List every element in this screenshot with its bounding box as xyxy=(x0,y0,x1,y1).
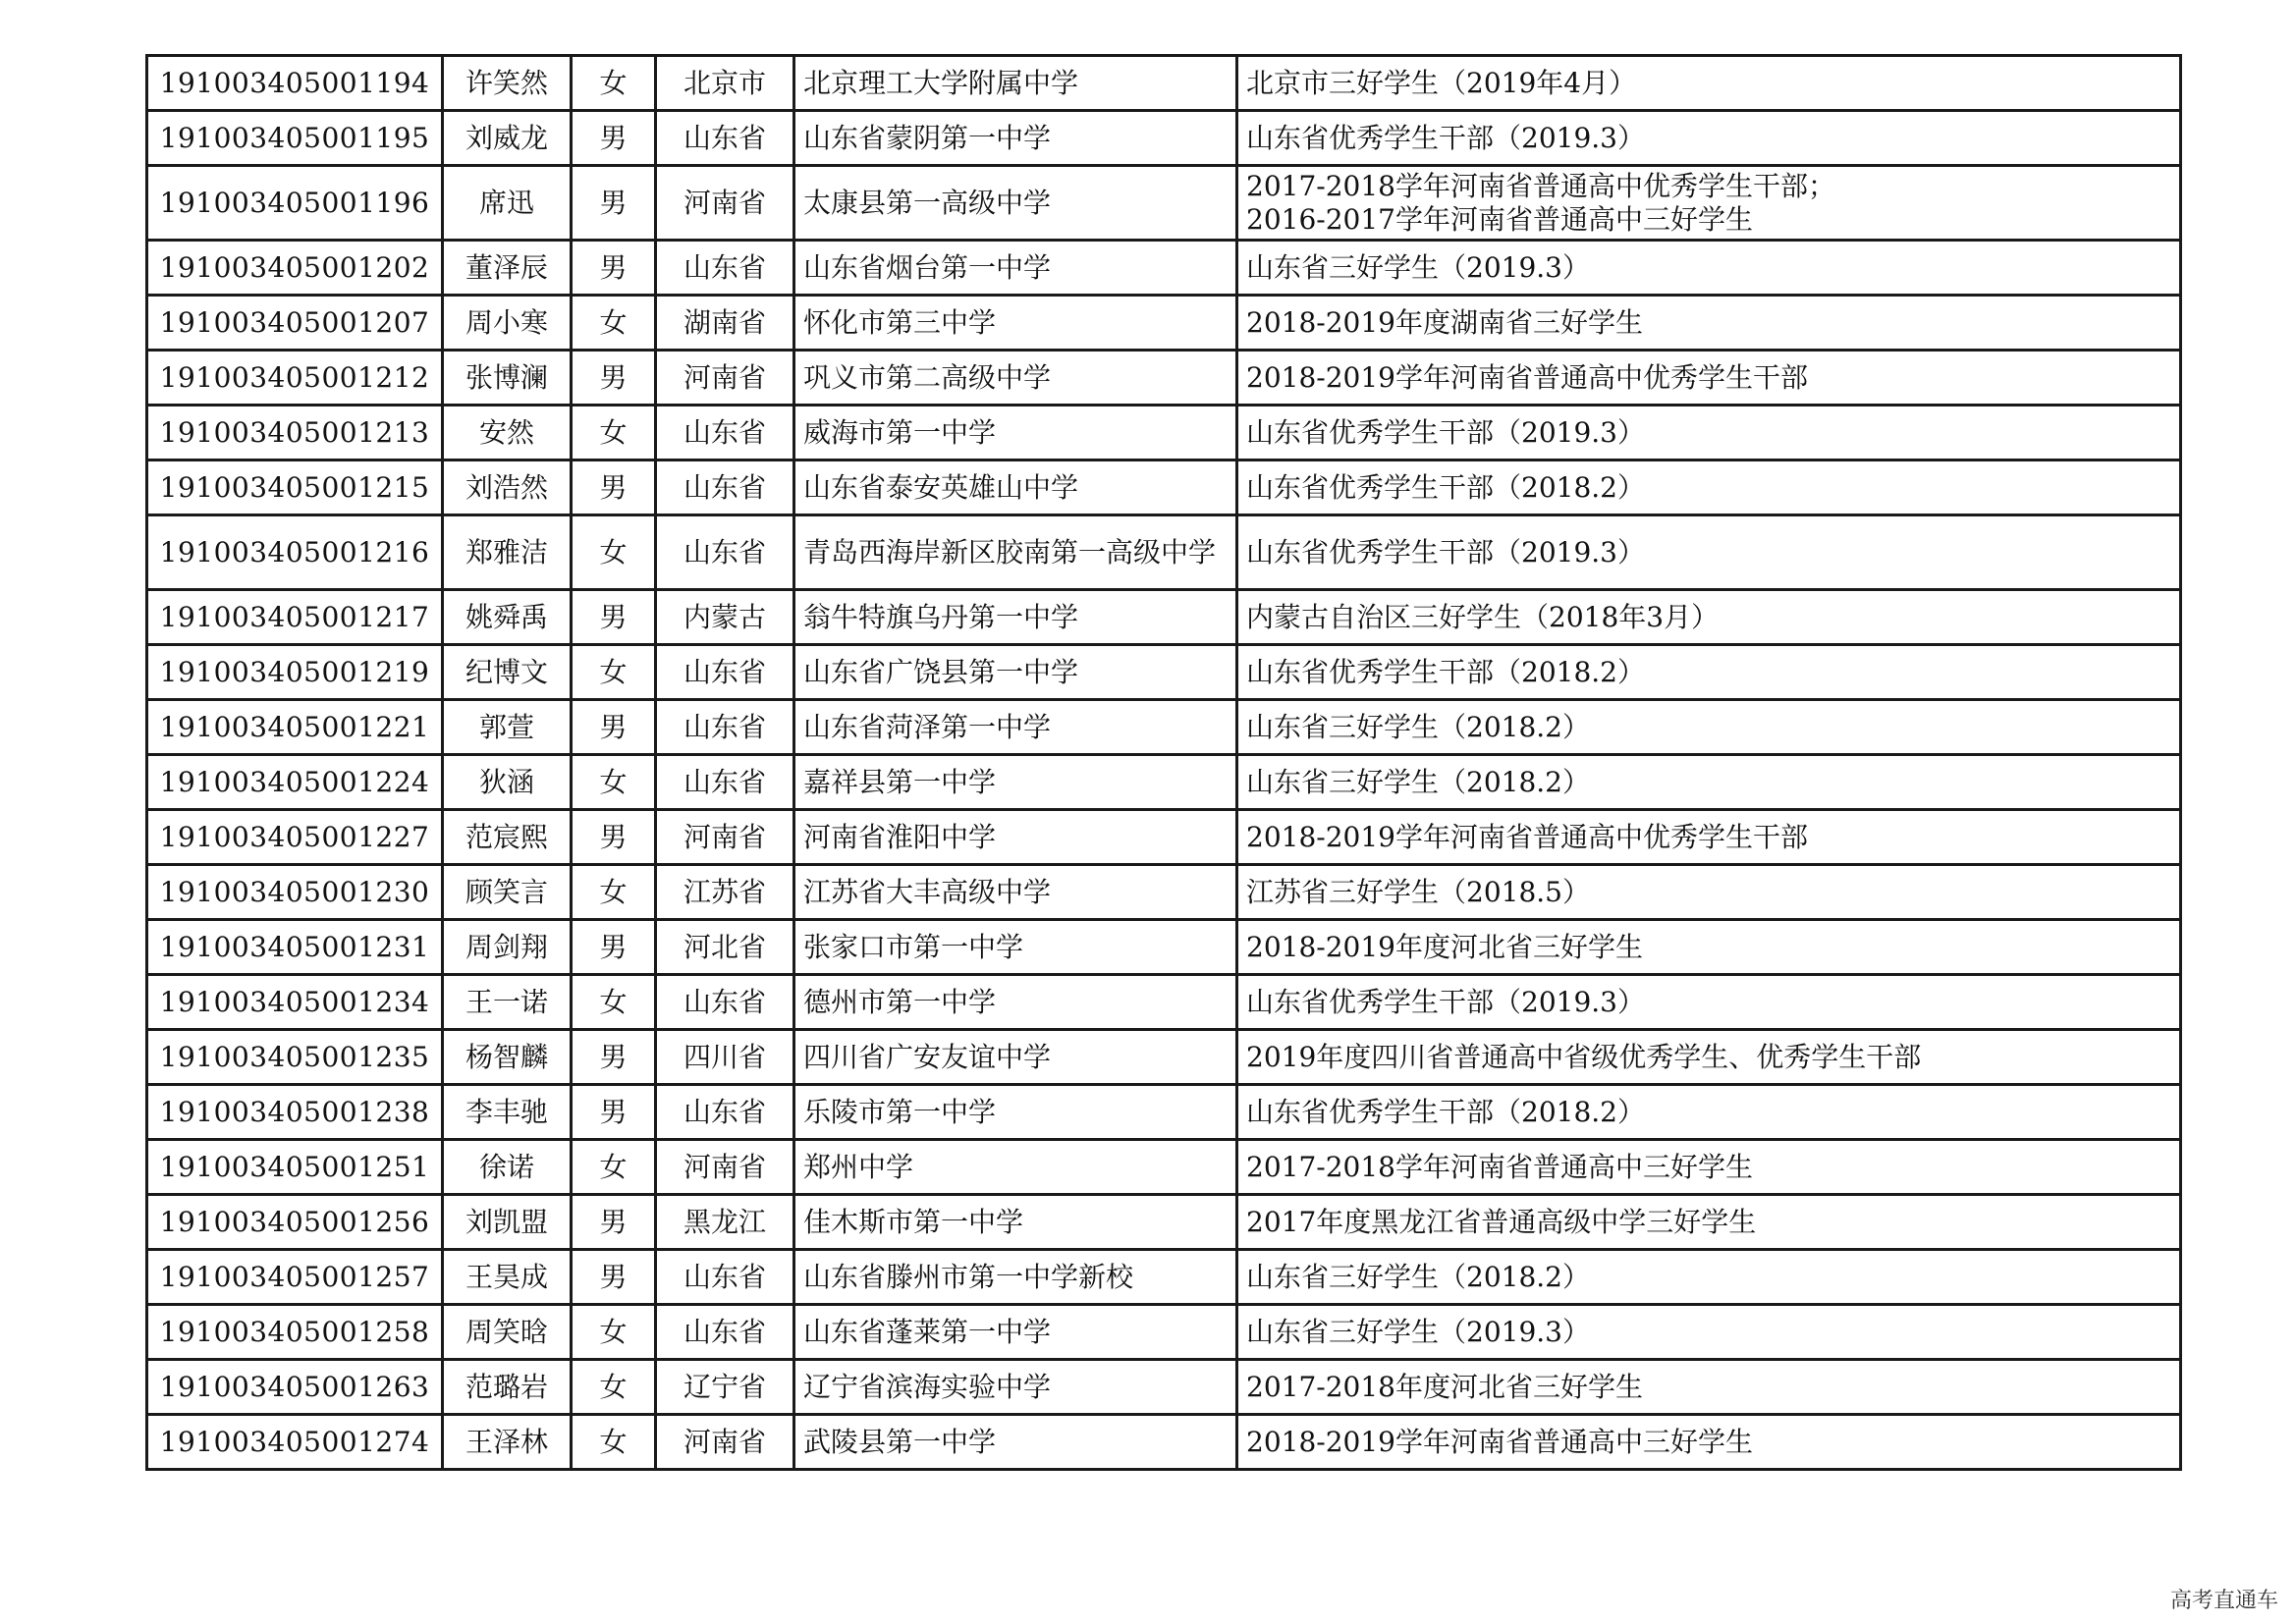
school-cell: 嘉祥县第一中学 xyxy=(794,755,1237,810)
table-row xyxy=(147,296,2181,351)
student-name-cell: 狄涵 xyxy=(443,755,572,810)
honor-cell: 山东省三好学生（2019.3） xyxy=(1237,241,2181,296)
gender-cell: 男 xyxy=(572,920,656,975)
province-cell: 山东省 xyxy=(656,460,794,515)
registration-id-cell: 191003405001230 xyxy=(147,865,443,920)
gender-cell: 女 xyxy=(572,296,656,351)
province-cell: 北京市 xyxy=(656,56,794,111)
registration-id-cell: 191003405001213 xyxy=(147,406,443,460)
province-cell: 山东省 xyxy=(656,111,794,166)
student-name-cell: 郭萱 xyxy=(443,700,572,755)
table-row xyxy=(147,975,2181,1030)
registration-id-cell: 191003405001196 xyxy=(147,166,443,241)
honor-cell: 山东省三好学生（2019.3） xyxy=(1237,1305,2181,1360)
table-row xyxy=(147,700,2181,755)
gender-cell: 男 xyxy=(572,810,656,865)
gender-cell: 男 xyxy=(572,1085,656,1140)
gender-cell: 男 xyxy=(572,1195,656,1250)
school-cell: 四川省广安友谊中学 xyxy=(794,1030,1237,1085)
registration-id-cell: 191003405001263 xyxy=(147,1360,443,1415)
table-row xyxy=(147,406,2181,460)
honor-cell: 内蒙古自治区三好学生（2018年3月） xyxy=(1237,590,2181,645)
table-row xyxy=(147,56,2181,111)
table-row xyxy=(147,920,2181,975)
table-row xyxy=(147,1085,2181,1140)
province-cell: 内蒙古 xyxy=(656,590,794,645)
table-row xyxy=(147,1250,2181,1305)
province-cell: 河北省 xyxy=(656,920,794,975)
registration-id-cell: 191003405001212 xyxy=(147,351,443,406)
province-cell: 山东省 xyxy=(656,700,794,755)
student-name-cell: 刘凯盟 xyxy=(443,1195,572,1250)
table-row xyxy=(147,166,2181,241)
school-cell: 辽宁省滨海实验中学 xyxy=(794,1360,1237,1415)
gender-cell: 女 xyxy=(572,406,656,460)
gender-cell: 男 xyxy=(572,111,656,166)
province-cell: 河南省 xyxy=(656,810,794,865)
table-row xyxy=(147,351,2181,406)
table-row xyxy=(147,755,2181,810)
honor-cell: 2017年度黑龙江省普通高级中学三好学生 xyxy=(1237,1195,2181,1250)
registration-id-cell: 191003405001224 xyxy=(147,755,443,810)
gender-cell: 男 xyxy=(572,166,656,241)
province-cell: 四川省 xyxy=(656,1030,794,1085)
province-cell: 山东省 xyxy=(656,645,794,700)
school-cell: 佳木斯市第一中学 xyxy=(794,1195,1237,1250)
student-name-cell: 郑雅洁 xyxy=(443,515,572,590)
honor-cell: 山东省优秀学生干部（2019.3） xyxy=(1237,515,2181,590)
registration-id-cell: 191003405001219 xyxy=(147,645,443,700)
honor-cell: 江苏省三好学生（2018.5） xyxy=(1237,865,2181,920)
honor-cell: 山东省优秀学生干部（2018.2） xyxy=(1237,460,2181,515)
province-cell: 河南省 xyxy=(656,166,794,241)
school-cell: 乐陵市第一中学 xyxy=(794,1085,1237,1140)
province-cell: 山东省 xyxy=(656,515,794,590)
honor-cell: 山东省优秀学生干部（2019.3） xyxy=(1237,406,2181,460)
table-row xyxy=(147,1305,2181,1360)
table-row xyxy=(147,1360,2181,1415)
province-cell: 黑龙江 xyxy=(656,1195,794,1250)
table-row xyxy=(147,590,2181,645)
province-cell: 山东省 xyxy=(656,755,794,810)
school-cell: 山东省滕州市第一中学新校 xyxy=(794,1250,1237,1305)
gender-cell: 女 xyxy=(572,975,656,1030)
student-name-cell: 张博澜 xyxy=(443,351,572,406)
school-cell: 威海市第一中学 xyxy=(794,406,1237,460)
school-cell: 河南省淮阳中学 xyxy=(794,810,1237,865)
table-row xyxy=(147,1195,2181,1250)
student-name-cell: 席迅 xyxy=(443,166,572,241)
gender-cell: 男 xyxy=(572,241,656,296)
school-cell: 山东省蒙阴第一中学 xyxy=(794,111,1237,166)
honor-cell: 山东省三好学生（2018.2） xyxy=(1237,700,2181,755)
table-row xyxy=(147,460,2181,515)
student-name-cell: 周剑翔 xyxy=(443,920,572,975)
student-name-cell: 周笑晗 xyxy=(443,1305,572,1360)
table-row xyxy=(147,1030,2181,1085)
honor-cell: 山东省三好学生（2018.2） xyxy=(1237,1250,2181,1305)
province-cell: 河南省 xyxy=(656,1415,794,1470)
table-body xyxy=(147,56,2181,1470)
gender-cell: 女 xyxy=(572,1140,656,1195)
registration-id-cell: 191003405001235 xyxy=(147,1030,443,1085)
student-name-cell: 顾笑言 xyxy=(443,865,572,920)
province-cell: 山东省 xyxy=(656,406,794,460)
student-honors-table xyxy=(145,54,2182,1471)
table-row xyxy=(147,1140,2181,1195)
honor-cell: 2017-2018学年河南省普通高中三好学生 xyxy=(1237,1140,2181,1195)
table-row xyxy=(147,865,2181,920)
student-name-cell: 范璐岩 xyxy=(443,1360,572,1415)
registration-id-cell: 191003405001257 xyxy=(147,1250,443,1305)
honor-cell: 2018-2019学年河南省普通高中优秀学生干部 xyxy=(1237,351,2181,406)
honor-cell: 北京市三好学生（2019年4月） xyxy=(1237,56,2181,111)
gender-cell: 女 xyxy=(572,1360,656,1415)
gender-cell: 男 xyxy=(572,351,656,406)
registration-id-cell: 191003405001215 xyxy=(147,460,443,515)
table-row xyxy=(147,1415,2181,1470)
honor-cell: 2018-2019学年河南省普通高中三好学生 xyxy=(1237,1415,2181,1470)
student-name-cell: 范宸熙 xyxy=(443,810,572,865)
registration-id-cell: 191003405001202 xyxy=(147,241,443,296)
registration-id-cell: 191003405001217 xyxy=(147,590,443,645)
registration-id-cell: 191003405001251 xyxy=(147,1140,443,1195)
school-cell: 北京理工大学附属中学 xyxy=(794,56,1237,111)
registration-id-cell: 191003405001195 xyxy=(147,111,443,166)
registration-id-cell: 191003405001256 xyxy=(147,1195,443,1250)
gender-cell: 女 xyxy=(572,1305,656,1360)
school-cell: 山东省广饶县第一中学 xyxy=(794,645,1237,700)
student-name-cell: 安然 xyxy=(443,406,572,460)
province-cell: 山东省 xyxy=(656,1305,794,1360)
province-cell: 辽宁省 xyxy=(656,1360,794,1415)
registration-id-cell: 191003405001238 xyxy=(147,1085,443,1140)
school-cell: 山东省菏泽第一中学 xyxy=(794,700,1237,755)
honor-cell: 2018-2019年度湖南省三好学生 xyxy=(1237,296,2181,351)
registration-id-cell: 191003405001194 xyxy=(147,56,443,111)
school-cell: 武陵县第一中学 xyxy=(794,1415,1237,1470)
registration-id-cell: 191003405001216 xyxy=(147,515,443,590)
school-cell: 巩义市第二高级中学 xyxy=(794,351,1237,406)
table-row xyxy=(147,645,2181,700)
school-cell: 翁牛特旗乌丹第一中学 xyxy=(794,590,1237,645)
student-name-cell: 李丰驰 xyxy=(443,1085,572,1140)
honor-cell: 2017-2018学年河南省普通高中优秀学生干部； 2016-2017学年河南省普通高中三好学生 xyxy=(1237,166,2181,241)
gender-cell: 男 xyxy=(572,460,656,515)
province-cell: 山东省 xyxy=(656,241,794,296)
school-cell: 山东省泰安英雄山中学 xyxy=(794,460,1237,515)
student-name-cell: 王一诺 xyxy=(443,975,572,1030)
registration-id-cell: 191003405001234 xyxy=(147,975,443,1030)
honor-cell: 2019年度四川省普通高中省级优秀学生、优秀学生干部 xyxy=(1237,1030,2181,1085)
school-cell: 太康县第一高级中学 xyxy=(794,166,1237,241)
honor-cell: 2017-2018年度河北省三好学生 xyxy=(1237,1360,2181,1415)
student-name-cell: 王昊成 xyxy=(443,1250,572,1305)
gender-cell: 男 xyxy=(572,1250,656,1305)
school-cell: 怀化市第三中学 xyxy=(794,296,1237,351)
honor-cell: 山东省优秀学生干部（2018.2） xyxy=(1237,645,2181,700)
gender-cell: 女 xyxy=(572,56,656,111)
student-name-cell: 周小寒 xyxy=(443,296,572,351)
gender-cell: 女 xyxy=(572,515,656,590)
province-cell: 江苏省 xyxy=(656,865,794,920)
registration-id-cell: 191003405001258 xyxy=(147,1305,443,1360)
table-row xyxy=(147,241,2181,296)
gender-cell: 男 xyxy=(572,590,656,645)
gender-cell: 女 xyxy=(572,645,656,700)
gender-cell: 女 xyxy=(572,755,656,810)
honor-cell: 山东省三好学生（2018.2） xyxy=(1237,755,2181,810)
school-cell: 德州市第一中学 xyxy=(794,975,1237,1030)
province-cell: 山东省 xyxy=(656,1085,794,1140)
honor-cell: 2018-2019学年河南省普通高中优秀学生干部 xyxy=(1237,810,2181,865)
province-cell: 山东省 xyxy=(656,1250,794,1305)
registration-id-cell: 191003405001231 xyxy=(147,920,443,975)
province-cell: 河南省 xyxy=(656,1140,794,1195)
school-cell: 江苏省大丰高级中学 xyxy=(794,865,1237,920)
gender-cell: 男 xyxy=(572,700,656,755)
registration-id-cell: 191003405001227 xyxy=(147,810,443,865)
table-row xyxy=(147,515,2181,590)
student-name-cell: 董泽辰 xyxy=(443,241,572,296)
school-cell: 山东省蓬莱第一中学 xyxy=(794,1305,1237,1360)
school-cell: 张家口市第一中学 xyxy=(794,920,1237,975)
student-name-cell: 杨智麟 xyxy=(443,1030,572,1085)
gender-cell: 男 xyxy=(572,1030,656,1085)
gender-cell: 女 xyxy=(572,865,656,920)
student-name-cell: 徐诺 xyxy=(443,1140,572,1195)
province-cell: 河南省 xyxy=(656,351,794,406)
school-cell: 郑州中学 xyxy=(794,1140,1237,1195)
gender-cell: 女 xyxy=(572,1415,656,1470)
table-row xyxy=(147,111,2181,166)
province-cell: 山东省 xyxy=(656,975,794,1030)
registration-id-cell: 191003405001221 xyxy=(147,700,443,755)
table-row xyxy=(147,810,2181,865)
registration-id-cell: 191003405001207 xyxy=(147,296,443,351)
honor-cell: 2018-2019年度河北省三好学生 xyxy=(1237,920,2181,975)
student-name-cell: 刘浩然 xyxy=(443,460,572,515)
honor-cell: 山东省优秀学生干部（2019.3） xyxy=(1237,975,2181,1030)
honor-cell: 山东省优秀学生干部（2018.2） xyxy=(1237,1085,2181,1140)
registration-id-cell: 191003405001274 xyxy=(147,1415,443,1470)
province-cell: 湖南省 xyxy=(656,296,794,351)
honor-cell: 山东省优秀学生干部（2019.3） xyxy=(1237,111,2181,166)
watermark: 高考直通车 xyxy=(2169,1589,2278,1613)
student-name-cell: 刘威龙 xyxy=(443,111,572,166)
school-cell: 青岛西海岸新区胶南第一高级中学 xyxy=(794,515,1237,590)
student-name-cell: 姚舜禹 xyxy=(443,590,572,645)
student-name-cell: 许笑然 xyxy=(443,56,572,111)
student-name-cell: 纪博文 xyxy=(443,645,572,700)
school-cell: 山东省烟台第一中学 xyxy=(794,241,1237,296)
student-name-cell: 王泽林 xyxy=(443,1415,572,1470)
